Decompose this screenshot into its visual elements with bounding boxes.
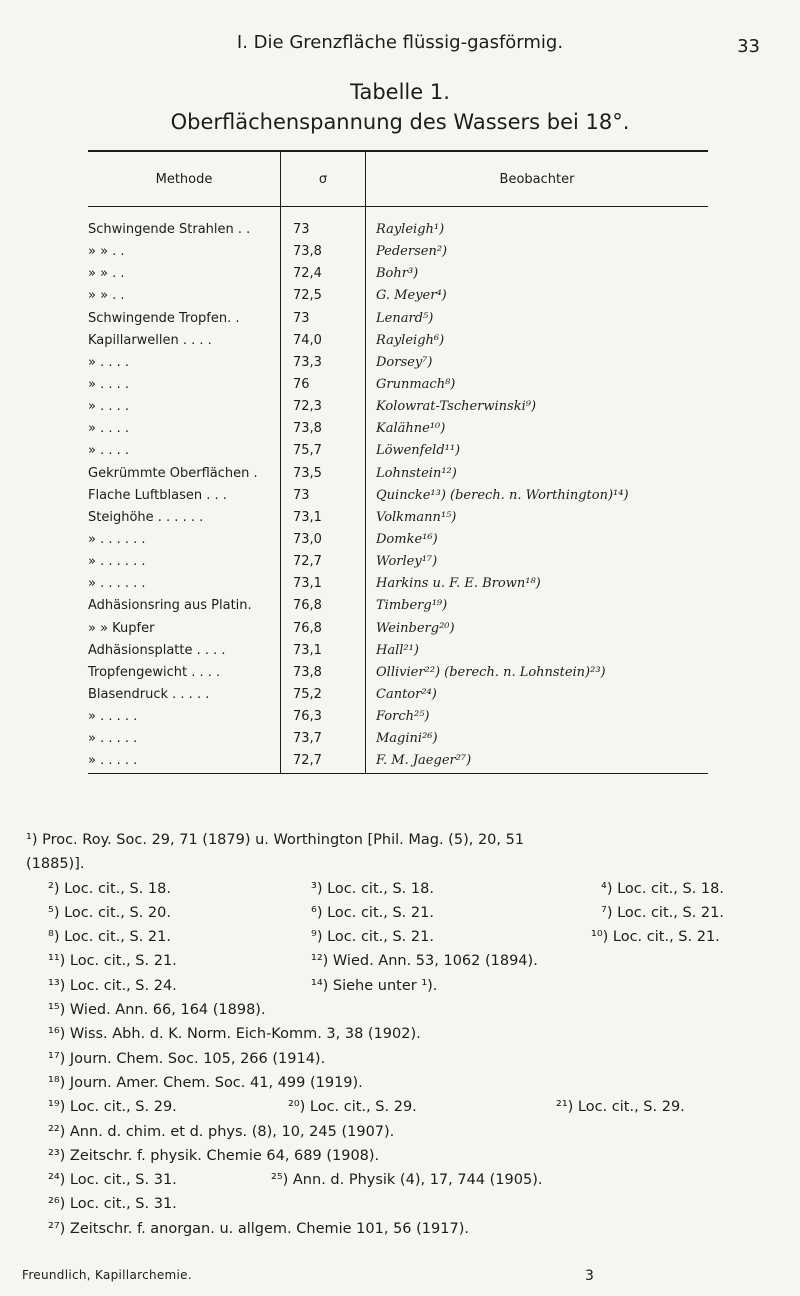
footnote-row: [26, 877, 776, 901]
running-header: [0, 32, 800, 62]
footnote-1: ¹) Proc. Roy. Soc. 29, 71 (1879) u. Worthington [Phil. Mag. (5), 20, 51: [26, 832, 525, 848]
footnote-row: [26, 1144, 776, 1168]
beobachter-cell: Dorsey⁷): [376, 354, 433, 370]
sigma-cell: 76,3: [281, 706, 366, 728]
footnote-16: ¹⁶) Wiss. Abh. d. K. Norm. Eich-Komm. 3, 38 (1902).: [48, 1026, 421, 1043]
sigma-cell: 72,7: [281, 551, 366, 573]
footnote-row: [26, 828, 776, 852]
footnote-8: ⁸) Loc. cit., S. 21.: [48, 929, 171, 946]
footnote-17: ¹⁷) Journ. Chem. Soc. 105, 266 (1914).: [48, 1050, 326, 1067]
beobachter-cell: Bohr³): [376, 266, 419, 282]
footnotes: [26, 828, 776, 1241]
sigma-cell: 75,2: [281, 684, 366, 706]
footnote-9: ⁹) Loc. cit., S. 21.: [311, 929, 434, 946]
table-row: [88, 640, 708, 662]
methode-cell: » » . .: [88, 266, 125, 282]
table-row: [88, 207, 708, 242]
sigma-cell: 73,8: [281, 662, 366, 684]
sigma-cell: 73,8: [281, 418, 366, 440]
table-row: [88, 529, 708, 551]
methode-cell: Kapillarwellen . . . .: [88, 332, 212, 348]
footnote-1-cont: (1885)].: [26, 856, 85, 873]
table-row: [88, 241, 708, 263]
footnote-row: [26, 949, 776, 973]
footnote-row: [26, 1047, 776, 1071]
beobachter-cell: Lohnstein¹²): [376, 465, 457, 481]
beobachter-cell: Volkmann¹⁵): [376, 509, 457, 525]
footnote-3: ³) Loc. cit., S. 18.: [311, 880, 434, 897]
table-row: [88, 551, 708, 573]
sigma-cell: 76,8: [281, 595, 366, 617]
header-methode: Methode: [88, 151, 281, 207]
beobachter-cell: Grunmach⁸): [376, 377, 456, 393]
beobachter-cell: Worley¹⁷): [376, 554, 438, 570]
table-row: [88, 485, 708, 507]
beobachter-cell: Ollivier²²) (berech. n. Lohnstein)²³): [376, 664, 606, 680]
beobachter-cell: Kalähne¹⁰): [376, 421, 446, 437]
beobachter-cell: Kolowrat-Tscherwinski⁹): [376, 399, 537, 415]
header-sigma: σ: [281, 151, 366, 207]
methode-cell: » . . . . .: [88, 750, 281, 773]
table-body: [88, 207, 708, 774]
sigma-cell: 73,1: [281, 573, 366, 595]
footnote-row: [26, 998, 776, 1022]
footnote-6: ⁶) Loc. cit., S. 21.: [311, 904, 434, 921]
footnote-24: ²⁴) Loc. cit., S. 31.: [48, 1172, 177, 1189]
beobachter-cell: Forch²⁵): [376, 709, 430, 725]
footnote-22: ²²) Ann. d. chim. et d. phys. (8), 10, 245 (1907).: [48, 1123, 395, 1140]
footnote-20: ²⁰) Loc. cit., S. 29.: [288, 1099, 417, 1116]
footnote-row: [26, 1217, 776, 1241]
footnote-13: ¹³) Loc. cit., S. 24.: [48, 977, 177, 994]
footer-signature: Freundlich, Kapillarchemie.: [22, 1268, 192, 1282]
sigma-cell: 73,1: [281, 640, 366, 662]
footnote-5: ⁵) Loc. cit., S. 20.: [48, 904, 171, 921]
sigma-cell: 73,5: [281, 463, 366, 485]
methode-cell: » . . . . .: [88, 709, 138, 725]
table-row: [88, 285, 708, 307]
sigma-cell: 72,3: [281, 396, 366, 418]
footnote-row: [26, 974, 776, 998]
methode-cell: » . . . .: [88, 443, 130, 459]
methode-cell: Steighöhe . . . . . .: [88, 509, 204, 525]
sigma-cell: 73,7: [281, 728, 366, 750]
methode-cell: » . . . . . .: [88, 576, 146, 592]
footnote-15: ¹⁵) Wied. Ann. 66, 164 (1898).: [48, 1002, 266, 1019]
beobachter-cell: Cantor²⁴): [376, 687, 437, 703]
sigma-cell: 74,0: [281, 330, 366, 352]
sigma-cell: 73,0: [281, 529, 366, 551]
beobachter-cell: Pedersen²): [376, 244, 448, 260]
methode-cell: » . . . .: [88, 354, 130, 370]
beobachter-cell: G. Meyer⁴): [376, 288, 447, 304]
sigma-cell: 72,7: [281, 750, 366, 773]
sigma-cell: 72,5: [281, 285, 366, 307]
sigma-cell: 73: [281, 207, 366, 242]
table-row: [88, 352, 708, 374]
footnote-21: ²¹) Loc. cit., S. 29.: [556, 1099, 685, 1116]
table-row: [88, 396, 708, 418]
page-number: 33: [737, 36, 760, 57]
methode-cell: » . . . . . .: [88, 554, 146, 570]
methode-cell: Flache Luftblasen . . .: [88, 487, 227, 503]
beobachter-cell: Rayleigh⁶): [376, 332, 445, 348]
sigma-cell: 73: [281, 485, 366, 507]
beobachter-cell: Quincke¹³) (berech. n. Worthington)¹⁴): [376, 487, 629, 503]
table-row: [88, 728, 708, 750]
table-row: [88, 374, 708, 396]
footnote-10: ¹⁰) Loc. cit., S. 21.: [591, 929, 720, 946]
sheet-mark: 3: [585, 1268, 594, 1284]
methode-cell: » . . . . . .: [88, 532, 146, 548]
footnote-row: [26, 852, 776, 876]
footnote-14: ¹⁴) Siehe unter ¹).: [311, 977, 438, 994]
footnote-25: ²⁵) Ann. d. Physik (4), 17, 744 (1905).: [271, 1172, 543, 1189]
methode-cell: » . . . .: [88, 377, 130, 393]
footnote-row: [26, 1095, 776, 1119]
methode-cell: » . . . .: [88, 399, 130, 415]
beobachter-cell: Magini²⁶): [376, 731, 438, 747]
beobachter-cell: Löwenfeld¹¹): [376, 443, 461, 459]
sigma-cell: 76,8: [281, 618, 366, 640]
beobachter-cell: Harkins u. F. E. Brown¹⁸): [376, 576, 541, 592]
table-row: [88, 684, 708, 706]
footnote-row: [26, 1022, 776, 1046]
footnote-7: ⁷) Loc. cit., S. 21.: [601, 904, 724, 921]
table-row: [88, 263, 708, 285]
footnote-row: [26, 1168, 776, 1192]
methode-cell: Adhäsionsring aus Platin.: [88, 598, 252, 614]
sigma-cell: 73,8: [281, 241, 366, 263]
footnote-19: ¹⁹) Loc. cit., S. 29.: [48, 1099, 177, 1116]
beobachter-cell: Lenard⁵): [376, 310, 434, 326]
beobachter-cell: F. M. Jaeger²⁷): [366, 750, 709, 773]
beobachter-cell: Rayleigh¹): [376, 222, 445, 238]
beobachter-cell: Weinberg²⁰): [376, 620, 455, 636]
footnote-row: [26, 1120, 776, 1144]
beobachter-cell: Hall²¹): [376, 642, 419, 658]
methode-cell: » » . .: [88, 244, 125, 260]
table-row: [88, 706, 708, 728]
table-row: [88, 507, 708, 529]
methode-cell: Schwingende Tropfen. .: [88, 310, 240, 326]
methode-cell: » . . . . .: [88, 731, 138, 747]
footnote-27: ²⁷) Zeitschr. f. anorgan. u. allgem. Chemie 101, 56 (1917).: [48, 1220, 469, 1237]
table-row: [88, 618, 708, 640]
table-row: [88, 463, 708, 485]
methode-cell: Adhäsionsplatte . . . .: [88, 642, 226, 658]
table-row: [88, 440, 708, 462]
footnote-4: ⁴) Loc. cit., S. 18.: [601, 880, 724, 897]
table-row: [88, 595, 708, 617]
sigma-cell: 73,3: [281, 352, 366, 374]
table-row: [88, 573, 708, 595]
running-title: I. Die Grenzfläche flüssig-gasförmig.: [236, 32, 564, 53]
footnote-26: ²⁶) Loc. cit., S. 31.: [48, 1196, 177, 1213]
footnote-row: [26, 925, 776, 949]
table-caption-number: Tabelle 1.: [350, 80, 450, 104]
footnote-row: [26, 1192, 776, 1216]
footnote-row: [26, 1071, 776, 1095]
footnote-23: ²³) Zeitschr. f. physik. Chemie 64, 689 (1908).: [48, 1147, 380, 1164]
sigma-cell: 76: [281, 374, 366, 396]
beobachter-cell: Domke¹⁶): [376, 532, 438, 548]
table-row: [88, 750, 708, 773]
sigma-cell: 73,1: [281, 507, 366, 529]
footnote-12: ¹²) Wied. Ann. 53, 1062 (1894).: [311, 953, 538, 970]
footnote-18: ¹⁸) Journ. Amer. Chem. Soc. 41, 499 (1919).: [48, 1074, 363, 1091]
surface-tension-table: [88, 150, 708, 774]
sigma-cell: 73: [281, 308, 366, 330]
table-header-row: [88, 151, 708, 207]
footnote-11: ¹¹) Loc. cit., S. 21.: [48, 953, 177, 970]
footnote-row: [26, 901, 776, 925]
table-row: [88, 662, 708, 684]
beobachter-cell: Timberg¹⁹): [376, 598, 448, 614]
methode-cell: » » Kupfer: [88, 620, 155, 636]
table-row: [88, 418, 708, 440]
table-row: [88, 330, 708, 352]
header-beobachter: Beobachter: [366, 151, 709, 207]
methode-cell: Gekrümmte Oberflächen .: [88, 465, 258, 481]
methode-cell: » . . . .: [88, 421, 130, 437]
methode-cell: Blasendruck . . . . .: [88, 687, 210, 703]
sigma-cell: 72,4: [281, 263, 366, 285]
table-row: [88, 308, 708, 330]
sigma-cell: 75,7: [281, 440, 366, 462]
methode-cell: » » . .: [88, 288, 125, 304]
footnote-2: ²) Loc. cit., S. 18.: [48, 880, 171, 897]
methode-cell: Schwingende Strahlen . .: [88, 222, 251, 238]
methode-cell: Tropfengewicht . . . .: [88, 664, 221, 680]
table-caption-title: Oberflächenspannung des Wassers bei 18°.: [170, 110, 630, 134]
